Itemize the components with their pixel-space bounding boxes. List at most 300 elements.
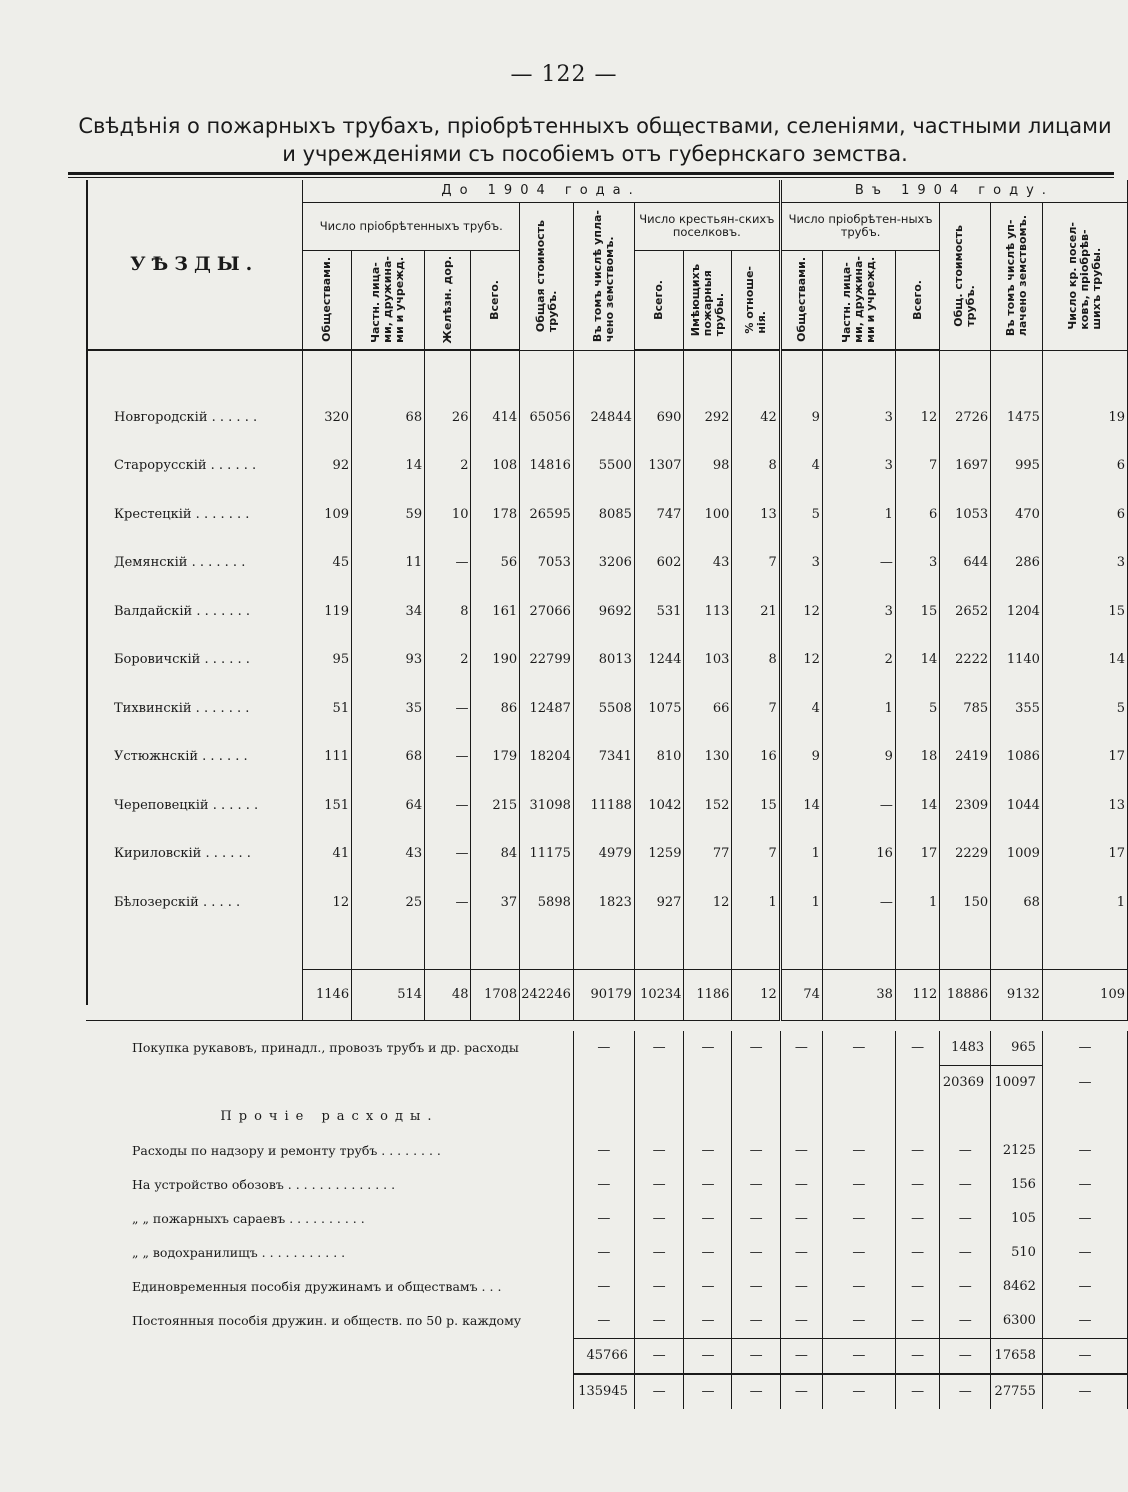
- expense-cell: —: [780, 1134, 822, 1168]
- expense-cell: —: [634, 1270, 684, 1304]
- uezd-name: Боровичскій . . . . . .: [86, 636, 303, 685]
- top-rule-thin: [68, 177, 1114, 178]
- expense-cell: —: [822, 1236, 895, 1270]
- expense-cell: —: [1042, 1338, 1127, 1374]
- expense-cell: 17658: [991, 1338, 1043, 1374]
- table-cell: 26: [425, 393, 471, 442]
- table-cell: 2: [425, 442, 471, 491]
- table-cell: 215: [471, 781, 520, 830]
- top-rule: [68, 172, 1114, 175]
- table-cell: 320: [303, 393, 352, 442]
- header-paid-zemstvo: Въ томъ числѣ упла- чено земствомъ.: [573, 202, 634, 350]
- expense-cell: —: [780, 1304, 822, 1339]
- table-cell: 59: [352, 490, 425, 539]
- table-cell: 18204: [520, 733, 574, 782]
- table-cell: 51: [303, 684, 352, 733]
- table-cell: 15: [895, 587, 939, 636]
- table-cell: 14816: [520, 442, 574, 491]
- table-cell: 100: [684, 490, 732, 539]
- table-cell: 2: [425, 636, 471, 685]
- total-cell: 109: [1042, 969, 1127, 1020]
- expense-cell: —: [732, 1304, 780, 1339]
- header-in-1904: Въ 1904 году.: [780, 180, 1127, 202]
- expense-cell: —: [684, 1202, 732, 1236]
- table-cell: 43: [352, 830, 425, 879]
- spacer-row: [86, 927, 1128, 970]
- table-cell: 14: [780, 781, 822, 830]
- table-cell: 3: [780, 539, 822, 588]
- expense-cell: [780, 1065, 822, 1100]
- expense-cell: —: [634, 1338, 684, 1374]
- expense-cell: —: [895, 1304, 939, 1339]
- table-cell: 2652: [940, 587, 991, 636]
- expense-cell: —: [684, 1031, 732, 1066]
- expense-label: Покупка рукавовъ, принадл., провозъ трубъ и др. расходы: [132, 1040, 519, 1056]
- expense-cell: —: [1042, 1374, 1127, 1409]
- table-cell: —: [425, 878, 471, 927]
- table-cell: 14: [1042, 636, 1127, 685]
- expense-row: [86, 1134, 1128, 1168]
- uezd-name: Тихвинскій . . . . . . .: [86, 684, 303, 733]
- table-cell: 1: [822, 684, 895, 733]
- expense-cell: —: [895, 1338, 939, 1374]
- expense-cell: —: [684, 1236, 732, 1270]
- table-cell: 1: [780, 830, 822, 879]
- table-cell: 470: [991, 490, 1043, 539]
- table-cell: 108: [471, 442, 520, 491]
- header-percent: % отноше- нія.: [732, 250, 780, 350]
- expense-cell: [991, 1100, 1043, 1134]
- expense-cell: —: [573, 1270, 634, 1304]
- table-cell: 1: [1042, 878, 1127, 927]
- expense-cell: 6300: [991, 1304, 1043, 1339]
- table-cell: 5500: [573, 442, 634, 491]
- table-cell: 3: [822, 393, 895, 442]
- header-private-1904: Частн. лица- ми, дружина- ми и учрежд.: [822, 250, 895, 350]
- expense-cell: —: [780, 1236, 822, 1270]
- expense-label: „ „ водохранилищъ . . . . . . . . . . .: [132, 1245, 346, 1260]
- table-cell: 9: [780, 393, 822, 442]
- table-cell: 3: [1042, 539, 1127, 588]
- total-cell: 1186: [684, 969, 732, 1020]
- table-cell: 3206: [573, 539, 634, 588]
- expense-cell: —: [573, 1202, 634, 1236]
- expense-cell: —: [684, 1270, 732, 1304]
- title-line-2: и учрежденіями съ пособіемъ отъ губернскаго земства.: [282, 142, 908, 166]
- expense-cell: —: [780, 1202, 822, 1236]
- table-cell: 25: [352, 878, 425, 927]
- table-cell: 13: [732, 490, 780, 539]
- table-cell: 11: [352, 539, 425, 588]
- table-cell: —: [425, 733, 471, 782]
- table-cell: 4: [780, 684, 822, 733]
- table-cell: 6: [1042, 442, 1127, 491]
- header-total-1904: Всего.: [895, 250, 939, 350]
- expense-cell: —: [780, 1168, 822, 1202]
- table-cell: 3: [822, 587, 895, 636]
- expense-cell: [573, 1100, 634, 1134]
- table-cell: 644: [940, 539, 991, 588]
- table-cell: 11175: [520, 830, 574, 879]
- table-cell: 68: [352, 733, 425, 782]
- totals-row: [86, 969, 1128, 1020]
- table-cell: 17: [1042, 733, 1127, 782]
- expense-cell: —: [822, 1168, 895, 1202]
- table-cell: 31098: [520, 781, 574, 830]
- table-cell: 84: [471, 830, 520, 879]
- expense-cell: —: [780, 1374, 822, 1409]
- expense-cell: [573, 1065, 634, 1100]
- table-cell: 4979: [573, 830, 634, 879]
- expense-cell: —: [895, 1168, 939, 1202]
- table-cell: 17: [1042, 830, 1127, 879]
- table-cell: 64: [352, 781, 425, 830]
- expense-cell: 2125: [991, 1134, 1043, 1168]
- uezd-name: Череповецкій . . . . . .: [86, 781, 303, 830]
- uezd-name: Валдайскій . . . . . . .: [86, 587, 303, 636]
- expense-cell: 965: [991, 1031, 1043, 1066]
- total-cell: 12: [732, 969, 780, 1020]
- table-cell: 1697: [940, 442, 991, 491]
- expense-cell: [732, 1065, 780, 1100]
- table-cell: 45: [303, 539, 352, 588]
- spacer-row: [86, 350, 1128, 393]
- total-cell: 74: [780, 969, 822, 1020]
- total-cell: 9132: [991, 969, 1043, 1020]
- expense-cell: —: [1042, 1065, 1127, 1100]
- table-row: [86, 636, 1128, 685]
- expense-cell: —: [940, 1270, 991, 1304]
- expense-cell: —: [1042, 1202, 1127, 1236]
- expense-cell: [780, 1100, 822, 1134]
- expense-cell: —: [1042, 1168, 1127, 1202]
- expense-cell: —: [684, 1338, 732, 1374]
- expense-cell: —: [780, 1270, 822, 1304]
- table-cell: 19: [1042, 393, 1127, 442]
- table-cell: 8085: [573, 490, 634, 539]
- table-cell: 9692: [573, 587, 634, 636]
- expense-cell: —: [940, 1202, 991, 1236]
- table-cell: 9: [780, 733, 822, 782]
- table-cell: —: [822, 878, 895, 927]
- table-cell: 4: [780, 442, 822, 491]
- table-cell: 5: [1042, 684, 1127, 733]
- expense-cell: —: [1042, 1270, 1127, 1304]
- table-cell: 1259: [634, 830, 684, 879]
- table-cell: 292: [684, 393, 732, 442]
- table-cell: 1: [822, 490, 895, 539]
- table-cell: 5: [780, 490, 822, 539]
- table-row: [86, 781, 1128, 830]
- table-cell: 14: [895, 636, 939, 685]
- left-rule: [86, 180, 88, 1005]
- expense-row: [86, 1202, 1128, 1236]
- table-cell: 5508: [573, 684, 634, 733]
- header-societies: Обществами.: [303, 250, 352, 350]
- table-cell: 41: [303, 830, 352, 879]
- total-cell: 18886: [940, 969, 991, 1020]
- table-cell: 2726: [940, 393, 991, 442]
- total-cell: 10234: [634, 969, 684, 1020]
- expense-cell: 135945: [573, 1374, 634, 1409]
- expense-cell: [1042, 1100, 1127, 1134]
- table-cell: 111: [303, 733, 352, 782]
- table-cell: 531: [634, 587, 684, 636]
- table-cell: 113: [684, 587, 732, 636]
- expense-cell: —: [684, 1168, 732, 1202]
- expense-cell: —: [732, 1134, 780, 1168]
- table-cell: 109: [303, 490, 352, 539]
- header-railway: Желѣзн. дор.: [425, 250, 471, 350]
- header-pipes-acquired-1904: Число пріобрѣтен-ныхъ трубъ.: [780, 202, 940, 250]
- expense-row: [86, 1031, 1128, 1066]
- expense-cell: [895, 1065, 939, 1100]
- table-cell: 190: [471, 636, 520, 685]
- expense-row: [86, 1236, 1128, 1270]
- expense-cell: —: [780, 1338, 822, 1374]
- expense-cell: —: [732, 1236, 780, 1270]
- table-body: [86, 350, 1128, 1409]
- table-cell: 151: [303, 781, 352, 830]
- table-cell: 37: [471, 878, 520, 927]
- expense-cell: —: [895, 1202, 939, 1236]
- table-cell: 14: [895, 781, 939, 830]
- table-cell: 1823: [573, 878, 634, 927]
- uezd-name: Старорусскій . . . . . .: [86, 442, 303, 491]
- total-cell: 1146: [303, 969, 352, 1020]
- header-settl-total: Всего.: [634, 250, 684, 350]
- table-cell: 1244: [634, 636, 684, 685]
- expense-cell: —: [684, 1304, 732, 1339]
- expense-cell: —: [1042, 1236, 1127, 1270]
- expense-cell: —: [822, 1270, 895, 1304]
- table-cell: 43: [684, 539, 732, 588]
- table-cell: 2: [822, 636, 895, 685]
- table-row: [86, 442, 1128, 491]
- table-cell: 1204: [991, 587, 1043, 636]
- table-cell: 5898: [520, 878, 574, 927]
- uezd-name: Кириловскій . . . . . .: [86, 830, 303, 879]
- table-cell: 15: [1042, 587, 1127, 636]
- table-cell: 21: [732, 587, 780, 636]
- header-total-cost: Общая стоимость трубъ.: [520, 202, 574, 350]
- table-cell: 7: [732, 830, 780, 879]
- table-cell: 18: [895, 733, 939, 782]
- table-row: [86, 878, 1128, 927]
- expense-label: На устройство обозовъ . . . . . . . . . . . . . .: [132, 1177, 396, 1192]
- gap-row: [86, 1020, 1128, 1031]
- expense-cell: 45766: [573, 1338, 634, 1374]
- expense-label: Прочіе расходы.: [220, 1109, 439, 1124]
- expense-cell: —: [940, 1374, 991, 1409]
- table-cell: 7: [732, 539, 780, 588]
- table-cell: 12: [895, 393, 939, 442]
- table-row: [86, 393, 1128, 442]
- table-cell: 161: [471, 587, 520, 636]
- table-cell: 98: [684, 442, 732, 491]
- expense-cell: —: [895, 1236, 939, 1270]
- expense-cell: —: [940, 1236, 991, 1270]
- fire-pipes-table: [86, 180, 1128, 1409]
- table-cell: 8013: [573, 636, 634, 685]
- expense-cell: —: [822, 1338, 895, 1374]
- expense-cell: [732, 1100, 780, 1134]
- table-row: [86, 830, 1128, 879]
- expense-cell: —: [940, 1338, 991, 1374]
- uezd-name: Демянскій . . . . . . .: [86, 539, 303, 588]
- table-cell: 995: [991, 442, 1043, 491]
- expense-cell: —: [634, 1168, 684, 1202]
- expense-cell: —: [732, 1202, 780, 1236]
- expense-cell: 10097: [991, 1065, 1043, 1100]
- total-cell: 514: [352, 969, 425, 1020]
- expense-label: Постоянныя пособія дружин. и обществ. по 50 р. каждому: [132, 1313, 522, 1329]
- table-cell: —: [822, 781, 895, 830]
- table-cell: 6: [895, 490, 939, 539]
- expense-label: [86, 1065, 573, 1100]
- table-cell: 8: [732, 636, 780, 685]
- expense-cell: —: [940, 1134, 991, 1168]
- expense-label: „ „ пожарныхъ сараевъ . . . . . . . . . .: [132, 1211, 365, 1226]
- table-cell: 1053: [940, 490, 991, 539]
- table-cell: 95: [303, 636, 352, 685]
- header-pipes-acquired: Число пріобрѣтенныхъ трубъ.: [303, 202, 520, 250]
- table-cell: 810: [634, 733, 684, 782]
- table-cell: 66: [684, 684, 732, 733]
- header-cost-1904: Общ. стоимость трубъ.: [940, 202, 991, 350]
- expense-cell: —: [573, 1168, 634, 1202]
- table-cell: 6: [1042, 490, 1127, 539]
- expense-cell: —: [732, 1031, 780, 1066]
- table-cell: 1042: [634, 781, 684, 830]
- expense-cell: —: [634, 1374, 684, 1409]
- expense-cell: [634, 1065, 684, 1100]
- table-cell: —: [822, 539, 895, 588]
- expense-cell: —: [822, 1134, 895, 1168]
- table-cell: 1075: [634, 684, 684, 733]
- expense-cell: [895, 1100, 939, 1134]
- table-cell: 68: [352, 393, 425, 442]
- expense-cell: [822, 1100, 895, 1134]
- table-cell: —: [425, 781, 471, 830]
- table-cell: 414: [471, 393, 520, 442]
- expense-cell: [940, 1100, 991, 1134]
- table-cell: 1009: [991, 830, 1043, 879]
- expense-cell: [634, 1100, 684, 1134]
- page-number: — 122 —: [510, 62, 618, 87]
- total-cell: 48: [425, 969, 471, 1020]
- table-cell: 1307: [634, 442, 684, 491]
- expense-cell: —: [634, 1304, 684, 1339]
- table-cell: 150: [940, 878, 991, 927]
- expense-cell: —: [940, 1168, 991, 1202]
- expense-cell: —: [822, 1202, 895, 1236]
- expense-cell: —: [1042, 1304, 1127, 1339]
- uezd-name: Крестецкій . . . . . . .: [86, 490, 303, 539]
- expense-cell: —: [895, 1374, 939, 1409]
- expense-cell: —: [895, 1270, 939, 1304]
- table-cell: 7341: [573, 733, 634, 782]
- uezd-name: Устюжнскій . . . . . .: [86, 733, 303, 782]
- expense-cell: —: [573, 1236, 634, 1270]
- table-cell: 602: [634, 539, 684, 588]
- header-societies-1904: Обществами.: [780, 250, 822, 350]
- expense-cell: —: [634, 1202, 684, 1236]
- expense-row: [86, 1065, 1128, 1100]
- expense-cell: —: [634, 1031, 684, 1066]
- title-line-1: Свѣдѣнія о пожарныхъ трубахъ, пріобрѣтенныхъ обществами, селеніями, частными лицами: [78, 114, 1112, 138]
- expense-cell: —: [822, 1031, 895, 1066]
- table-row: [86, 684, 1128, 733]
- header-paid-1904: Въ томъ числѣ уп- лачено земствомъ.: [991, 202, 1043, 350]
- table-cell: 2222: [940, 636, 991, 685]
- expense-cell: —: [573, 1031, 634, 1066]
- expense-cell: 156: [991, 1168, 1043, 1202]
- expense-cell: —: [1042, 1031, 1127, 1066]
- expense-row: [86, 1168, 1128, 1202]
- table-cell: 5: [895, 684, 939, 733]
- table-cell: 7: [732, 684, 780, 733]
- expense-cell: —: [732, 1374, 780, 1409]
- expense-label: Единовременныя пособія дружинамъ и обществамъ . . .: [132, 1279, 502, 1294]
- table-cell: 8: [732, 442, 780, 491]
- expense-cell: —: [780, 1031, 822, 1066]
- table-cell: 119: [303, 587, 352, 636]
- table-cell: 179: [471, 733, 520, 782]
- table-cell: 12: [303, 878, 352, 927]
- table-cell: 35: [352, 684, 425, 733]
- expense-cell: —: [732, 1168, 780, 1202]
- table-cell: 178: [471, 490, 520, 539]
- table-cell: 152: [684, 781, 732, 830]
- table-cell: 42: [732, 393, 780, 442]
- expense-cell: —: [895, 1134, 939, 1168]
- expense-row: [86, 1304, 1128, 1339]
- header-total: Всего.: [471, 250, 520, 350]
- expense-row: [86, 1100, 1128, 1134]
- total-cell: 90179: [573, 969, 634, 1020]
- table-cell: 1086: [991, 733, 1043, 782]
- uezd-name: Бѣлозерскій . . . . .: [86, 878, 303, 927]
- table-cell: 77: [684, 830, 732, 879]
- header-settlements-1904: Число кр. посел- ковъ, пріобрѣв- шихъ трубы.: [1042, 202, 1127, 350]
- expense-cell: 1483: [940, 1031, 991, 1066]
- table-cell: 1: [895, 878, 939, 927]
- uezd-name: Новгородскій . . . . . .: [86, 393, 303, 442]
- expense-cell: —: [634, 1236, 684, 1270]
- expense-cell: [684, 1065, 732, 1100]
- table-cell: 17: [895, 830, 939, 879]
- expense-row: [86, 1374, 1128, 1409]
- expense-label: Расходы по надзору и ремонту трубъ . . . . . . . .: [132, 1143, 441, 1158]
- expense-cell: —: [634, 1134, 684, 1168]
- total-cell: 112: [895, 969, 939, 1020]
- table-cell: 2309: [940, 781, 991, 830]
- table-cell: 15: [732, 781, 780, 830]
- expense-cell: —: [822, 1304, 895, 1339]
- expense-cell: 8462: [991, 1270, 1043, 1304]
- table-cell: 927: [634, 878, 684, 927]
- expense-label: [86, 1338, 573, 1374]
- table-cell: 3: [895, 539, 939, 588]
- table-cell: 11188: [573, 781, 634, 830]
- table-cell: 1: [732, 878, 780, 927]
- expense-cell: —: [732, 1338, 780, 1374]
- header-with-pipes: Имѣющихъ пожарныя трубы.: [684, 250, 732, 350]
- header-private: Частн. лица- ми, дружина- ми и учрежд.: [352, 250, 425, 350]
- expense-cell: —: [895, 1031, 939, 1066]
- table-cell: 690: [634, 393, 684, 442]
